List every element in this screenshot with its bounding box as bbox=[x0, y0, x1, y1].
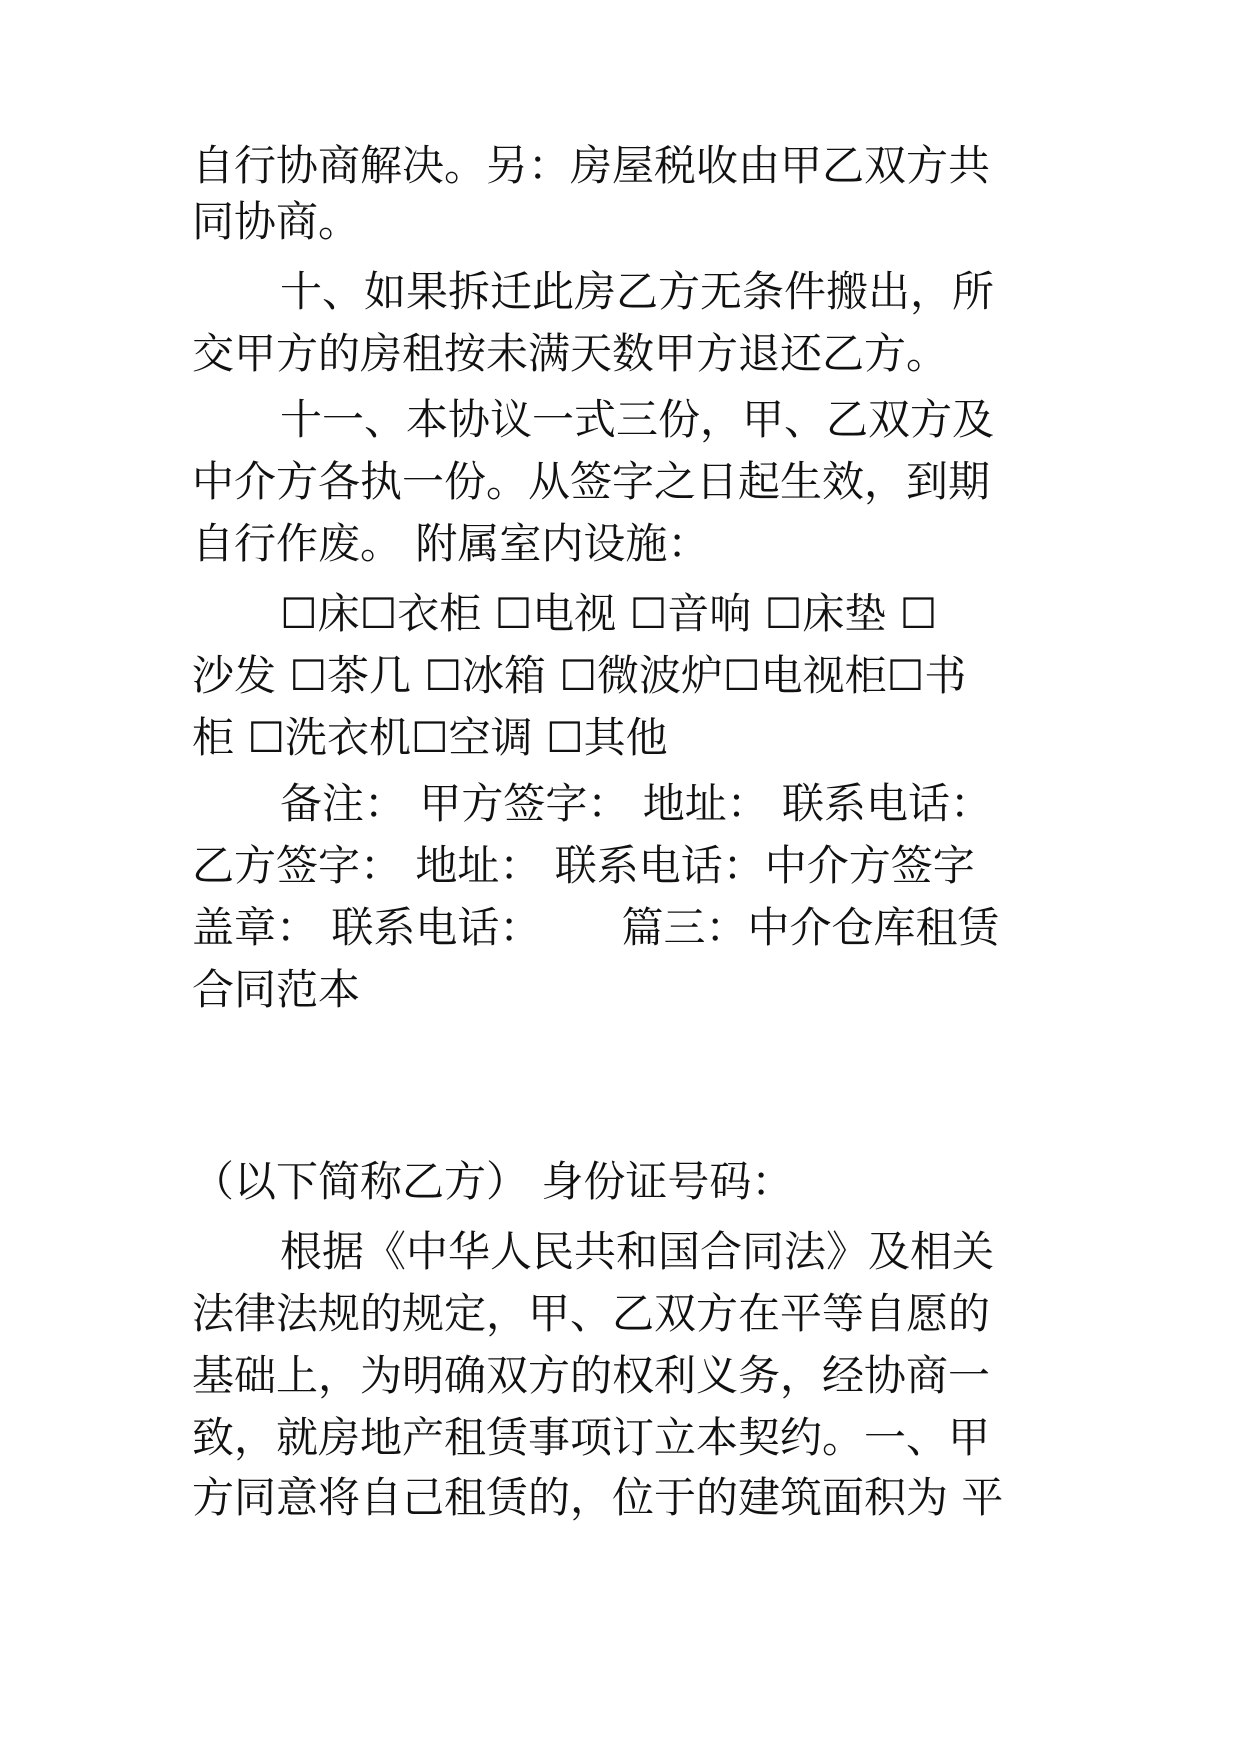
lessor-line bbox=[192, 1028, 1062, 1092]
signature-line: 盖章： 联系电话： 篇三：中介仓库租赁 bbox=[192, 903, 1000, 952]
checkbox-line: 柜 ☐洗衣机☐空调 ☐其他 bbox=[192, 713, 668, 762]
text-line: 根据《中华人民共和国合同法》及相关 bbox=[280, 1227, 995, 1276]
signature-line: 备注： 甲方签字： 地址： 联系电话： bbox=[280, 779, 993, 828]
section-title-line: 合同范本 bbox=[192, 965, 361, 1014]
text-line: 同协商。 bbox=[192, 197, 361, 246]
text-line: 十、如果拆迁此房乙方无条件搬出，所 bbox=[280, 267, 995, 316]
checkbox-line: ☐床☐衣柜 ☐电视 ☐音响 ☐床垫 ☐ bbox=[280, 589, 938, 638]
text-line: 致，就房地产租赁事项订立本契约。一、甲 bbox=[192, 1413, 991, 1462]
checkbox-line: 沙发 ☐茶几 ☐冰箱 ☐微波炉☐电视柜☐书 bbox=[192, 651, 967, 700]
signature-line: 乙方签字： 地址： 联系电话：中介方签字 bbox=[192, 841, 975, 890]
text-line: 方同意将自己租赁的，位于的建筑面积为 平 bbox=[192, 1473, 1004, 1522]
lessee-line bbox=[192, 1090, 1062, 1154]
text-line: 十一、本协议一式三份，甲、乙双方及 bbox=[280, 395, 995, 444]
text-line: 中介方各执一份。从签字之日起生效，到期 bbox=[192, 457, 991, 506]
text-line: 自行协商解决。另：房屋税收由甲乙双方共 bbox=[192, 141, 991, 190]
text-line: 交甲方的房租按未满天数甲方退还乙方。 bbox=[192, 329, 949, 378]
text-line: （以下简称乙方） 身份证号码： bbox=[192, 1157, 794, 1206]
text-line: 法律法规的规定，甲、乙双方在平等自愿的 bbox=[192, 1289, 991, 1338]
text-line: 基础上，为明确双方的权利义务，经协商一 bbox=[192, 1351, 991, 1400]
text-line: 自行作废。 附属室内设施： bbox=[192, 519, 710, 568]
